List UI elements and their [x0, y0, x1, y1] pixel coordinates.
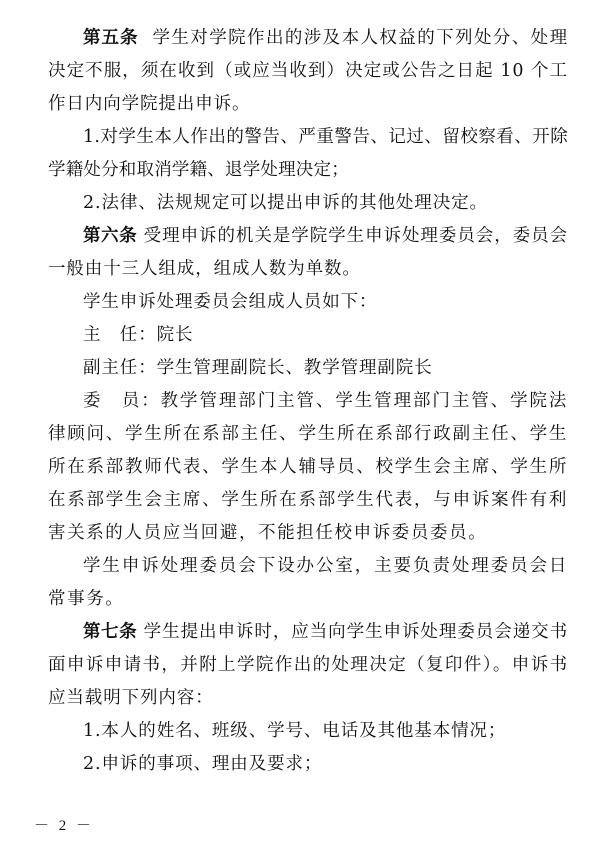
- article-6-paragraph: [48, 220, 568, 286]
- article-5-paragraph: [48, 22, 568, 121]
- document-page: [48, 22, 568, 781]
- article-7-heading: 第七条: [83, 622, 138, 642]
- article-5-heading: 第五条: [83, 28, 139, 48]
- article-6-deputy-director: 副主任：学生管理副院长、教学管理副院长: [83, 358, 433, 378]
- article-7-item-2: 2.申诉的事项、理由及要求；: [83, 754, 323, 774]
- article-7-paragraph: [48, 616, 568, 715]
- article-5-text: 学生对学院作出的涉及本人权益的下列处分、处理决定不服，须在收到（或应当收到）决定或公告之日起 10 个工作日内向学院提出申诉。: [48, 28, 568, 114]
- article-7-text: 学生提出申诉时，应当向学生申诉处理委员会递交书面申诉申请书，并附上学院作出的处理决定（复印件）。申诉书应当载明下列内容：: [48, 622, 568, 708]
- article-6-office: 学生申诉处理委员会下设办公室，主要负责处理委员会日常事务。: [48, 556, 568, 609]
- article-6-director: 主 任：院长: [83, 325, 194, 345]
- page-number: － 2 －: [34, 818, 95, 834]
- article-6-members: 委 员：教学管理部门主管、学生管理部门主管、学院法律顾问、学生所在系部主任、学生所在系部行政副主任、学生所在系部教师代表、学生本人辅导员、校学生会主席、学生所在系部学生会主席、学生所在系部学生代表，与申诉案件有利害关系的人员应当回避，不能担任校申诉委员委员。: [48, 391, 568, 543]
- article-6-heading: 第六条: [83, 226, 138, 246]
- article-5-item-1: 1.对学生本人作出的警告、严重警告、记过、留校察看、开除学籍处分和取消学籍、退学处理决定；: [48, 127, 568, 180]
- article-6-text: 受理申诉的机关是学院学生申诉处理委员会，委员会一般由十三人组成，组成人数为单数。: [48, 226, 568, 279]
- article-5-item-2: 2.法律、法规规定可以提出申诉的其他处理决定。: [83, 193, 488, 213]
- article-6-members-intro: 学生申诉处理委员会组成人员如下：: [83, 292, 378, 312]
- article-7-item-1: 1.本人的姓名、班级、学号、电话及其他基本情况；: [83, 721, 507, 741]
